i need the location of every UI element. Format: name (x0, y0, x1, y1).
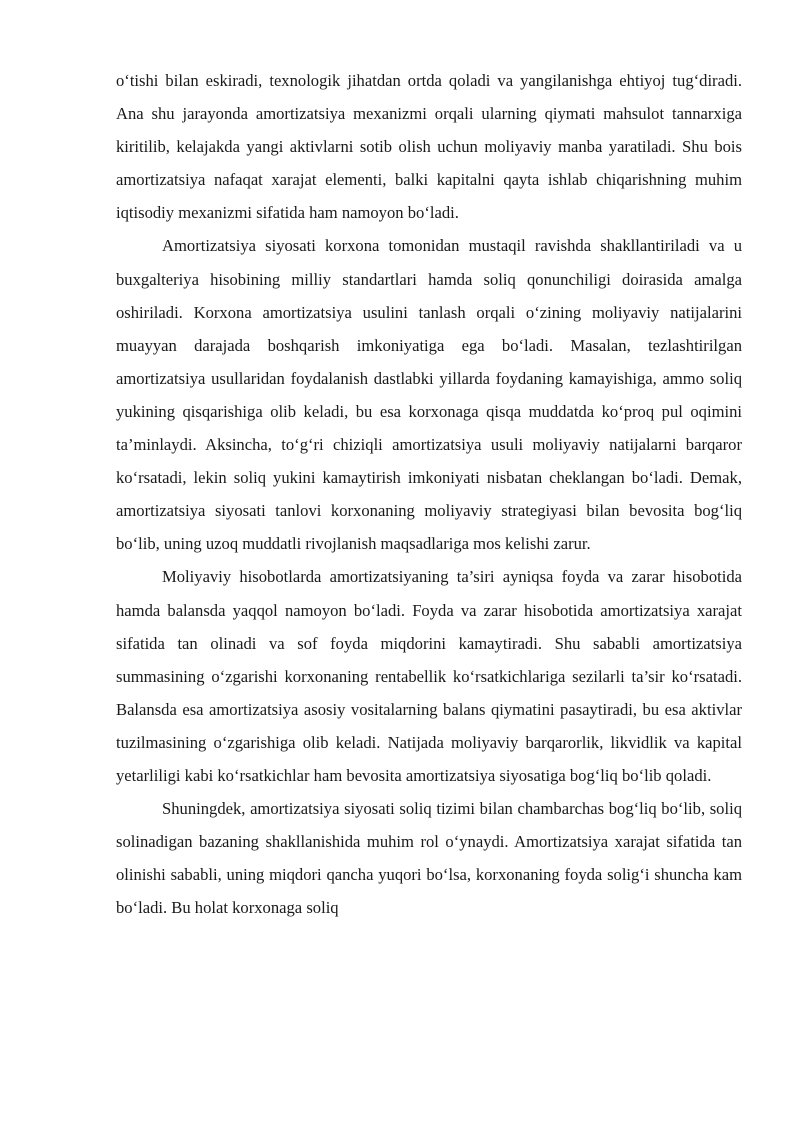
document-page (116, 64, 742, 924)
paragraph-3: Moliyaviy hisobotlarda amortizatsiyaning ta’siri ayniqsa foyda va zarar hisobotida hamda balansda yaqqol namoyon bo‘ladi. Foyda va zarar hisobotida amortizatsiya xarajat sifatida tan olinadi va sof foyda miqdorini kamaytiradi. Shu sababli amortizatsiya summasining o‘zgarishi korxonaning rentabellik ko‘rsatkichlariga sezilarli ta’sir ko‘rsatadi. Balansda esa amortizatsiya asosiy vositalarning balans qiymatini pasaytiradi, bu esa aktivlar tuzilmasining o‘zgarishiga olib keladi. Natijada moliyaviy barqarorlik, likvidlik va kapital yetarliligi kabi ko‘rsatkichlar ham bevosita amortizatsiya siyosatiga bog‘liq bo‘lib qoladi. (116, 567, 742, 785)
paragraph-4: Shuningdek, amortizatsiya siyosati soliq tizimi bilan chambarchas bog‘liq bo‘lib, soliq solinadigan bazaning shakllanishida muhim rol o‘ynaydi. Amortizatsiya xarajat sifatida tan olinishi sababli, uning miqdori qancha yuqori bo‘lsa, korxonaning foyda solig‘i shuncha kam bo‘ladi. Bu holat korxonaga soliq (116, 799, 742, 918)
paragraph-2: Amortizatsiya siyosati korxona tomonidan mustaqil ravishda shakllantiriladi va u buxgalteriya hisobining milliy standartlari hamda soliq qonunchiligi doirasida amalga oshiriladi. Korxona amortizatsiya usulini tanlash orqali o‘zining moliyaviy natijalarini muayyan darajada boshqarish imkoniyatiga ega bo‘ladi. Masalan, tezlashtirilgan amortizatsiya usullaridan foydalanish dastlabki yillarda foydaning kamayishiga, ammo soliq yukining qisqarishiga olib keladi, bu esa korxonaga qisqa muddatda ko‘proq pul oqimini ta’minlaydi. Aksincha, to‘g‘ri chiziqli amortizatsiya usuli moliyaviy natijalarni barqaror ko‘rsatadi, lekin soliq yukini kamaytirish imkoniyati nisbatan cheklangan bo‘ladi. Demak, amortizatsiya siyosati tanlovi korxonaning moliyaviy strategiyasi bilan bevosita bog‘liq bo‘lib, uning uzoq muddatli rivojlanish maqsadlariga mos kelishi zarur. (116, 236, 742, 554)
paragraph-1: o‘tishi bilan eskiradi, texnologik jihatdan ortda qoladi va yangilanishga ehtiyoj tug‘diradi. Ana shu jarayonda amortizatsiya mexanizmi orqali ularning qiymati mahsulot tannarxiga kiritilib, kelajakda yangi aktivlarni sotib olish uchun moliyaviy manba yaratiladi. Shu bois amortizatsiya nafaqat xarajat elementi, balki kapitalni qayta ishlab chiqarishning muhim iqtisodiy mexanizmi sifatida ham namoyon bo‘ladi. (116, 71, 742, 223)
